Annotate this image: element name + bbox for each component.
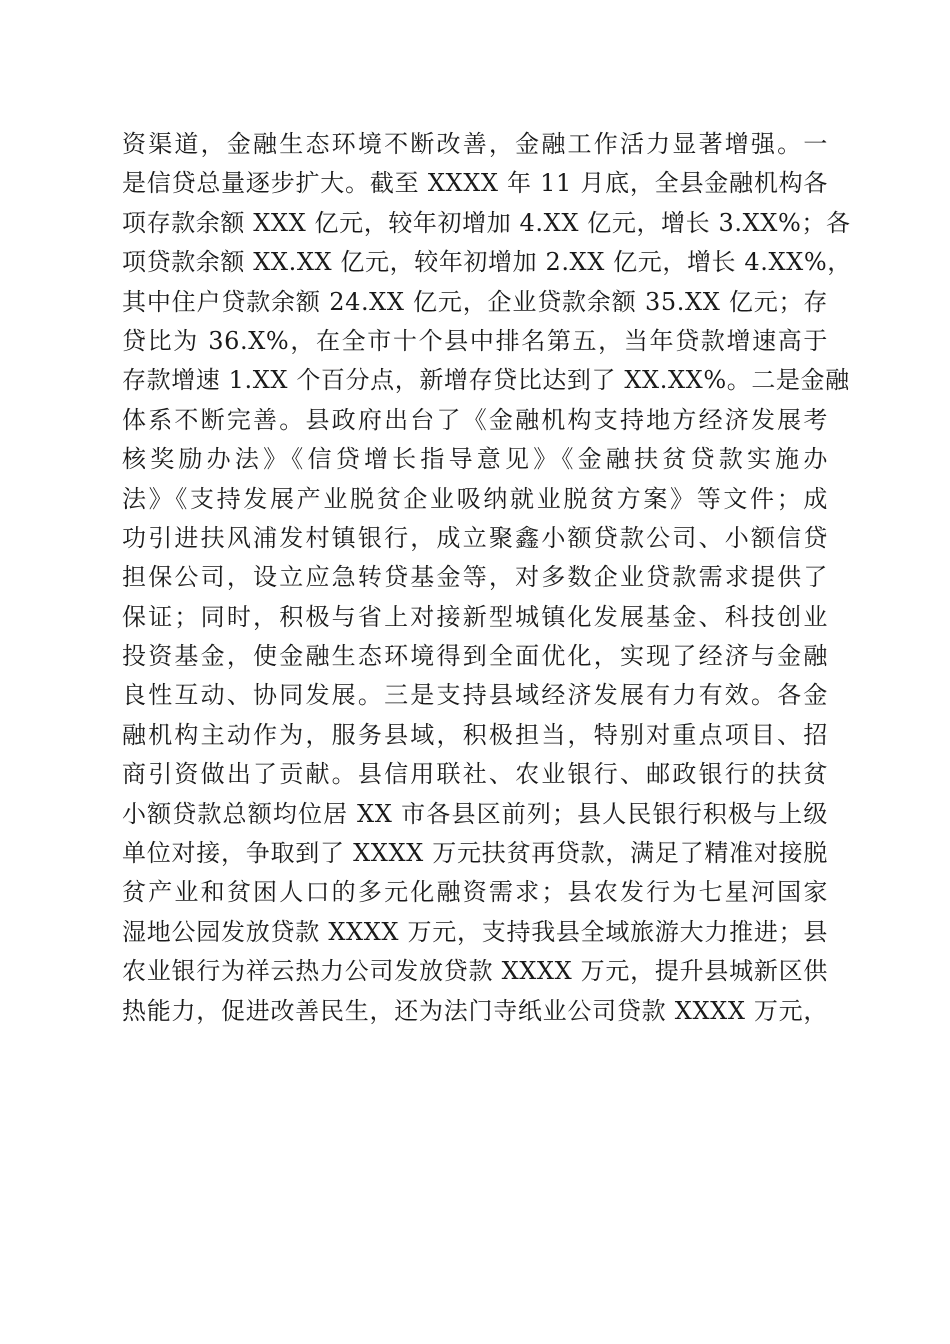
text-line: 融机构主动作为，服务县域，积极担当，特别对重点项目、招 bbox=[122, 720, 828, 749]
text-line: 热能力，促进改善民生，还为法门寺纸业公司贷款 XXXX 万元， bbox=[122, 996, 828, 1025]
text-line: 投资基金，使金融生态环境得到全面优化，实现了经济与金融 bbox=[122, 642, 828, 671]
text-line: 贫产业和贫困人口的多元化融资需求；县农发行为七星河国家 bbox=[122, 878, 828, 907]
text-line: 体系不断完善。县政府出台了《金融机构支持地方经济发展考 bbox=[122, 405, 828, 434]
text-line: 资渠道，金融生态环境不断改善，金融工作活力显著增强。一 bbox=[122, 130, 828, 158]
text-line: 单位对接，争取到了 XXXX 万元扶贫再贷款，满足了精准对接脱 bbox=[122, 839, 828, 868]
text-line: 存款增速 1.XX 个百分点，新增存贷比达到了 XX.XX%。二是金融 bbox=[122, 366, 850, 395]
text-line: 商引资做出了贡献。县信用联社、农业银行、邮政银行的扶贫 bbox=[122, 760, 828, 789]
text-line: 保证；同时，积极与省上对接新型城镇化发展基金、科技创业 bbox=[122, 602, 828, 631]
text-line: 农业银行为祥云热力公司发放贷款 XXXX 万元，提升县城新区供 bbox=[122, 957, 828, 986]
text-line: 担保公司，设立应急转贷基金等，对多数企业贷款需求提供了 bbox=[122, 563, 828, 592]
text-line: 法》《支持发展产业脱贫企业吸纳就业脱贫方案》等文件；成 bbox=[122, 484, 828, 513]
text-line: 是信贷总量逐步扩大。截至 XXXX 年 11 月底，全县金融机构各 bbox=[122, 169, 828, 198]
text-line: 核奖励办法》《信贷增长指导意见》《金融扶贫贷款实施办 bbox=[122, 445, 828, 474]
text-line: 良性互动、协同发展。三是支持县域经济发展有力有效。各金 bbox=[122, 681, 828, 710]
body-paragraph bbox=[122, 125, 852, 1031]
text-line: 小额贷款总额均位居 XX 市各县区前列；县人民银行积极与上级 bbox=[122, 799, 828, 828]
text-line: 项存款余额 XXX 亿元，较年初增加 4.XX 亿元，增长 3.XX%；各 bbox=[122, 208, 851, 237]
text-line: 贷比为 36.X%，在全市十个县中排名第五，当年贷款增速高于 bbox=[122, 326, 828, 355]
text-line: 其中住户贷款余额 24.XX 亿元，企业贷款余额 35.XX 亿元；存 bbox=[122, 287, 828, 316]
text-line: 项贷款余额 XX.XX 亿元，较年初增加 2.XX 亿元，增长 4.XX%， bbox=[122, 248, 852, 277]
text-line: 湿地公园发放贷款 XXXX 万元，支持我县全域旅游大力推进；县 bbox=[122, 917, 828, 946]
text-line: 功引进扶风浦发村镇银行，成立聚鑫小额贷款公司、小额信贷 bbox=[122, 523, 828, 552]
